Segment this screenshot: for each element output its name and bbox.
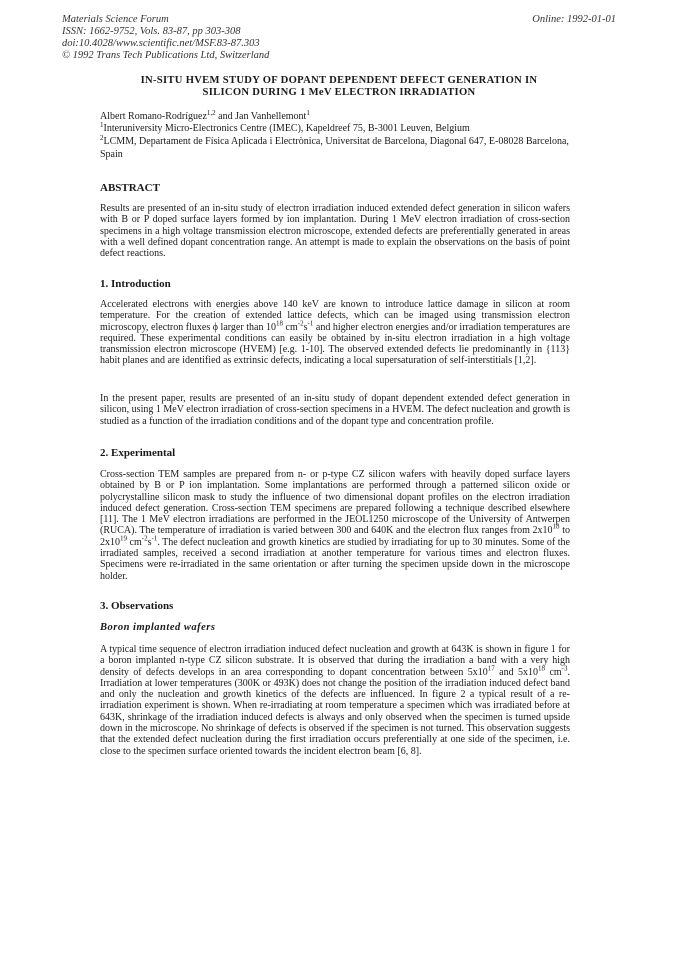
author-separator: and: [215, 111, 236, 122]
experimental-sup-c: -2: [141, 534, 148, 543]
observations-sup-a: 17: [487, 664, 495, 673]
introduction-paragraph-1: [100, 299, 570, 367]
experimental-sup-b: 19: [120, 534, 127, 543]
intro-text-d: and higher electron energies and/or irradiation temperatures are required. These experimental conditions can easily be obtained by in-situ electron irradiation in a high voltage transmission electron microscope (HVEM) [e.g. 1-10]. The observed extended defects lie predominantly in {113} habit planes and are identified as extrinsic defects, indicating a local supersaturation of self-interstitials [1,2].: [100, 321, 571, 367]
affiliation-1-mark: 1: [100, 121, 104, 129]
introduction-paragraph-2: In the present paper, results are presented of an in-situ study of dopant dependent extended defect generation in silicon, using 1 MeV electron irradiation of cross-section specimens in a HVEM. The defect nucleation and growth is studied as a function of the irradiation conditions and of the dopant type and concentration profile.: [100, 393, 570, 427]
observations-text-b: and 5x10: [494, 666, 539, 678]
title-line-1: IN-SITU HVEM STUDY OF DOPANT DEPENDENT DEFECT GENERATION IN: [140, 75, 538, 86]
experimental-text-e: . The defect nucleation and growth kinetics are studied by irradiating for up to 30 minutes. Some of the irradiated samples, received a second irradiation at another temperature for various times and electron fluxes. Specimens were re-irradiated in the same orientation or after turning the specimen upside down in the microscope holder.: [100, 536, 570, 582]
observations-text-d: . Irradiation at lower temperatures (300K or 493K) does not change the position of the irradiation induced defect band and only the nucleation and growth kinetics of the defects are influenced. In figure 2 a typical result of a re-irradiation experiment is shown. When re-irradiating at room temperature a specimen which was irradiated before at 643K, shrinkage of the irradiation induced defects is always and only observed when the specimen is turned upside down in the microscope. No shrinkage of defects is observed if the specimen is not turned. This observation suggests that the extended defect nucleation during the first irradiation occurs preferentially at one side of the specimen, i.e. close to the specimen surface oriented towards the incident electron beam [6, 8].: [100, 666, 570, 757]
intro-sup-c: -1: [307, 319, 314, 328]
observations-text-a: A typical time sequence of electron irradiation induced defect nucleation and growth at 643K is shown in figure 1 for a boron implanted n-type CZ silicon substrate. It is observed that during the irradiation a band with a very high density of defects develops in an area corresponding to dopant concentration between 5x10: [100, 644, 570, 678]
experimental-sup-a: 18: [552, 523, 560, 532]
abstract-heading: ABSTRACT: [100, 182, 160, 194]
affiliation-1-text: Interuniversity Micro-Electronics Centre (IMEC), Kapeldreef 75, B-3001 Leuven, Belgium: [103, 123, 470, 134]
journal-name: Materials Science Forum: [62, 14, 169, 25]
intro-text-c: s: [303, 321, 308, 333]
intro-sup-a: 18: [275, 319, 283, 328]
copyright-line: © 1992 Trans Tech Publications Ltd, Switzerland: [62, 50, 270, 61]
online-date: Online: 1992-01-01: [532, 14, 616, 25]
experimental-text-c: cm: [127, 536, 142, 548]
intro-text-a: Accelerated electrons with energies above 140 keV are known to introduce lattice damage in silicon at room temperature. For the creation of extended lattice defects, which can be imaged using transmission electron microscopy, electron fluxes ϕ larger than 10: [100, 299, 570, 333]
observations-sup-b: 18: [538, 664, 546, 673]
author-list: [100, 110, 570, 123]
author-1: Albert Romano-Rodríguez: [100, 111, 207, 122]
author-1-affiliation-mark: 1,2: [206, 109, 216, 117]
doi-line: doi:10.4028/www.scientific.net/MSF.83-87.303: [62, 38, 260, 49]
observations-heading: 3. Observations: [100, 600, 174, 612]
intro-text-b: cm: [282, 321, 298, 333]
affiliation-2-mark: 2: [100, 134, 104, 142]
boron-subheading: Boron implanted wafers: [100, 622, 216, 633]
title-line-2: SILICON DURING 1 MeV ELECTRON IRRADIATION: [202, 87, 476, 98]
affiliation-1: [100, 123, 570, 136]
introduction-heading: 1. Introduction: [100, 278, 171, 290]
observations-text-c: cm: [545, 666, 562, 678]
experimental-text-d: s: [147, 536, 152, 548]
observations-sup-c: -3: [561, 664, 568, 673]
experimental-sup-d: -1: [151, 534, 158, 543]
issn-line: ISSN: 1662-9752, Vols. 83-87, pp 303-308: [62, 26, 241, 37]
affiliation-2-text: LCMM, Departament de Física Aplicada i Electrònica, Universitat de Barcelona, Diagonal 647, E-08028 Barcelona, Spain: [100, 136, 569, 160]
experimental-text-a: Cross-section TEM samples are prepared from n- or p-type CZ silicon wafers with heavily doped surface layers obtained by B or P ion implantation. Some implantations are performed through a patterned silicon oxide or polycrystalline silicon mask to study the influence of two dimensional dopant profiles on the electron irradiation induced defect generation. Cross-section TEM specimens are prepared following a technique described elsewhere [11]. The 1 MeV electron irradiations are performed in the JEOL1250 microscope of the University of Antwerpen (RUCA). The temperature of irradiation is varied between 300 and 640K and the electron flux ranges from 2x10: [100, 469, 570, 537]
observations-paragraph: [100, 644, 570, 757]
affiliation-2: [100, 136, 570, 161]
author-2-affiliation-mark: 1: [306, 109, 310, 117]
experimental-paragraph: [100, 469, 570, 582]
author-2: Jan Vanhellemont: [235, 111, 307, 122]
experimental-heading: 2. Experimental: [100, 447, 176, 459]
abstract-text: Results are presented of an in-situ study of electron irradiation induced extended defect generation in silicon wafers with B or P doped surface layers formed by ion implantation. During 1 MeV electron irradiation of cross-section specimens in a high voltage transmission electron microscope, extended defects are preferentially generated in areas with a well defined dopant concentration range. An attempt is made to explain the observations on the basis of point defect reactions.: [100, 203, 570, 260]
paper-title: [80, 75, 598, 99]
intro-sup-b: -2: [297, 319, 304, 328]
experimental-text-b: to 2x10: [100, 525, 570, 548]
